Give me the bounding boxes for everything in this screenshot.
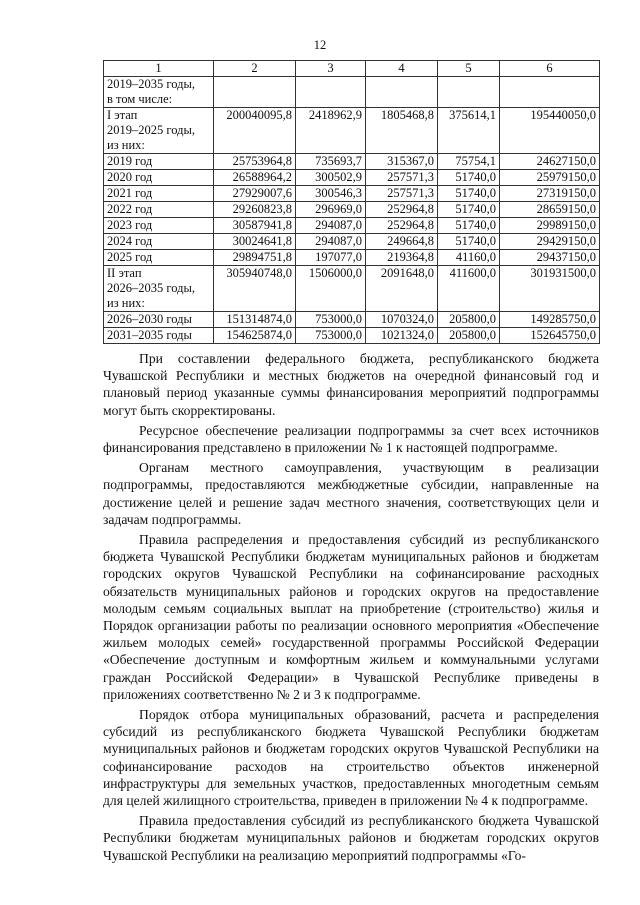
value-cell: 300546,3: [296, 186, 366, 202]
value-cell: 200040095,8: [214, 108, 296, 154]
value-cell: 26588964,2: [214, 170, 296, 186]
value-cell: 219364,8: [366, 250, 438, 266]
value-cell: 25753964,8: [214, 154, 296, 170]
paragraph: Ресурсное обеспечение реализации подпрограммы за счет всех источников финансирования представлено в приложении № 1 к настоящей подпрограмме.: [103, 422, 599, 456]
value-cell: 29437150,0: [500, 250, 600, 266]
value-cell: 51740,0: [438, 234, 500, 250]
table-row: [104, 170, 600, 186]
value-cell: 51740,0: [438, 186, 500, 202]
row-label-cell: 2019 год: [104, 154, 214, 170]
value-cell: 51740,0: [438, 202, 500, 218]
value-cell: 205800,0: [438, 312, 500, 328]
value-cell: 25979150,0: [500, 170, 600, 186]
row-label-cell: 2024 год: [104, 234, 214, 250]
value-cell: 51740,0: [438, 218, 500, 234]
paragraph: Правила распределения и предоставления субсидий из республиканского бюджета Чувашской Республики бюджетам муниципальных районов и бюджетам городских округов Чувашской Республики на софинансирование расходных обязательств муниципальных районов и городских округов на предоставление молодым семьям социальных выплат на приобретение (строительство) жилья и Порядок организации работы по реализации основного мероприятия «Обеспечение жильем молодых семей» государственной программы Российской Федерации «Обеспечение доступным и комфортным жильем и коммунальными услугами граждан Российской Федерации» в Чувашской Республике приведены в приложениях соответственно № 2 и 3 к подпрограмме.: [103, 532, 599, 702]
value-cell: 27319150,0: [500, 186, 600, 202]
table-row: [104, 218, 600, 234]
value-cell: [438, 77, 500, 108]
value-cell: 29260823,8: [214, 202, 296, 218]
paragraph: При составлении федерального бюджета, республиканского бюджета Чувашской Республики и местных бюджетов на очередной финансовый год и плановый период указанные суммы финансирования мероприятий подпрограммы могут быть скорректированы.: [103, 351, 599, 418]
column-header: 6: [500, 61, 600, 77]
column-header: 1: [104, 61, 214, 77]
value-cell: [366, 77, 438, 108]
column-header: 2: [214, 61, 296, 77]
value-cell: 149285750,0: [500, 312, 600, 328]
value-cell: 300502,9: [296, 170, 366, 186]
table-row: [104, 202, 600, 218]
value-cell: 27929007,6: [214, 186, 296, 202]
value-cell: 1805468,8: [366, 108, 438, 154]
row-label-cell: II этап 2026–2035 годы, из них:: [104, 266, 214, 312]
value-cell: 51740,0: [438, 170, 500, 186]
value-cell: 151314874,0: [214, 312, 296, 328]
table-row: [104, 186, 600, 202]
body-text: [103, 350, 599, 867]
value-cell: 257571,3: [366, 170, 438, 186]
row-label-cell: 2025 год: [104, 250, 214, 266]
value-cell: 753000,0: [296, 312, 366, 328]
row-label-cell: 2031–2035 годы: [104, 328, 214, 344]
row-label-cell: 2023 год: [104, 218, 214, 234]
value-cell: 154625874,0: [214, 328, 296, 344]
value-cell: 2418962,9: [296, 108, 366, 154]
value-cell: 252964,8: [366, 218, 438, 234]
value-cell: 197077,0: [296, 250, 366, 266]
value-cell: [296, 77, 366, 108]
value-cell: 205800,0: [438, 328, 500, 344]
value-cell: 29429150,0: [500, 234, 600, 250]
table-row: [104, 250, 600, 266]
table-row: [104, 266, 600, 312]
value-cell: 1506000,0: [296, 266, 366, 312]
value-cell: 30587941,8: [214, 218, 296, 234]
value-cell: 195440050,0: [500, 108, 600, 154]
value-cell: 305940748,0: [214, 266, 296, 312]
value-cell: 29894751,8: [214, 250, 296, 266]
row-label-cell: 2022 год: [104, 202, 214, 218]
page-number: 12: [313, 38, 327, 52]
table-header-row: [104, 61, 600, 77]
value-cell: 24627150,0: [500, 154, 600, 170]
value-cell: 257571,3: [366, 186, 438, 202]
row-label-cell: 2020 год: [104, 170, 214, 186]
value-cell: 1021324,0: [366, 328, 438, 344]
column-header: 3: [296, 61, 366, 77]
financing-table: [103, 60, 600, 344]
value-cell: 294087,0: [296, 234, 366, 250]
value-cell: 294087,0: [296, 218, 366, 234]
table-row: [104, 77, 600, 108]
paragraph: Порядок отбора муниципальных образований, расчета и распределения субсидий из республиканского бюджета Чувашской Республики бюджетам муниципальных районов и бюджетам городских округов Чувашской Республики на софинансирование расходов на строительство объектов инженерной инфраструктуры для земельных участков, предоставленных многодетным семьям для целей жилищного строительства, приведен в приложении № 4 к подпрограмме.: [103, 707, 599, 809]
value-cell: 411600,0: [438, 266, 500, 312]
value-cell: 753000,0: [296, 328, 366, 344]
value-cell: 75754,1: [438, 154, 500, 170]
value-cell: 296969,0: [296, 202, 366, 218]
value-cell: 152645750,0: [500, 328, 600, 344]
value-cell: 1070324,0: [366, 312, 438, 328]
value-cell: 2091648,0: [366, 266, 438, 312]
row-label-cell: I этап 2019–2025 годы, из них:: [104, 108, 214, 154]
value-cell: [500, 77, 600, 108]
table-row: [104, 154, 600, 170]
row-label-cell: 2021 год: [104, 186, 214, 202]
value-cell: 301931500,0: [500, 266, 600, 312]
value-cell: 30024641,8: [214, 234, 296, 250]
value-cell: 252964,8: [366, 202, 438, 218]
value-cell: 375614,1: [438, 108, 500, 154]
table-row: [104, 234, 600, 250]
paragraph: Правила предоставления субсидий из республиканского бюджета Чувашской Республики бюджетам муниципальных районов и бюджетам городских округов Чувашской Республики на реализацию мероприятий подпрограммы «Го-: [103, 813, 599, 863]
value-cell: 28659150,0: [500, 202, 600, 218]
table-row: [104, 108, 600, 154]
row-label-cell: 2026–2030 годы: [104, 312, 214, 328]
value-cell: 315367,0: [366, 154, 438, 170]
table-row: [104, 312, 600, 328]
value-cell: 249664,8: [366, 234, 438, 250]
value-cell: 735693,7: [296, 154, 366, 170]
table-row: [104, 328, 600, 344]
value-cell: 41160,0: [438, 250, 500, 266]
row-label-cell: 2019–2035 годы, в том числе:: [104, 77, 214, 108]
paragraph: Органам местного самоуправления, участвующим в реализации подпрограммы, предоставляются межбюджетные субсидии, направленные на достижение целей и решение задач местного значения, соответствующих цели и задачам подпрограммы.: [103, 460, 599, 527]
column-header: 4: [366, 61, 438, 77]
value-cell: [214, 77, 296, 108]
column-header: 5: [438, 61, 500, 77]
value-cell: 29989150,0: [500, 218, 600, 234]
